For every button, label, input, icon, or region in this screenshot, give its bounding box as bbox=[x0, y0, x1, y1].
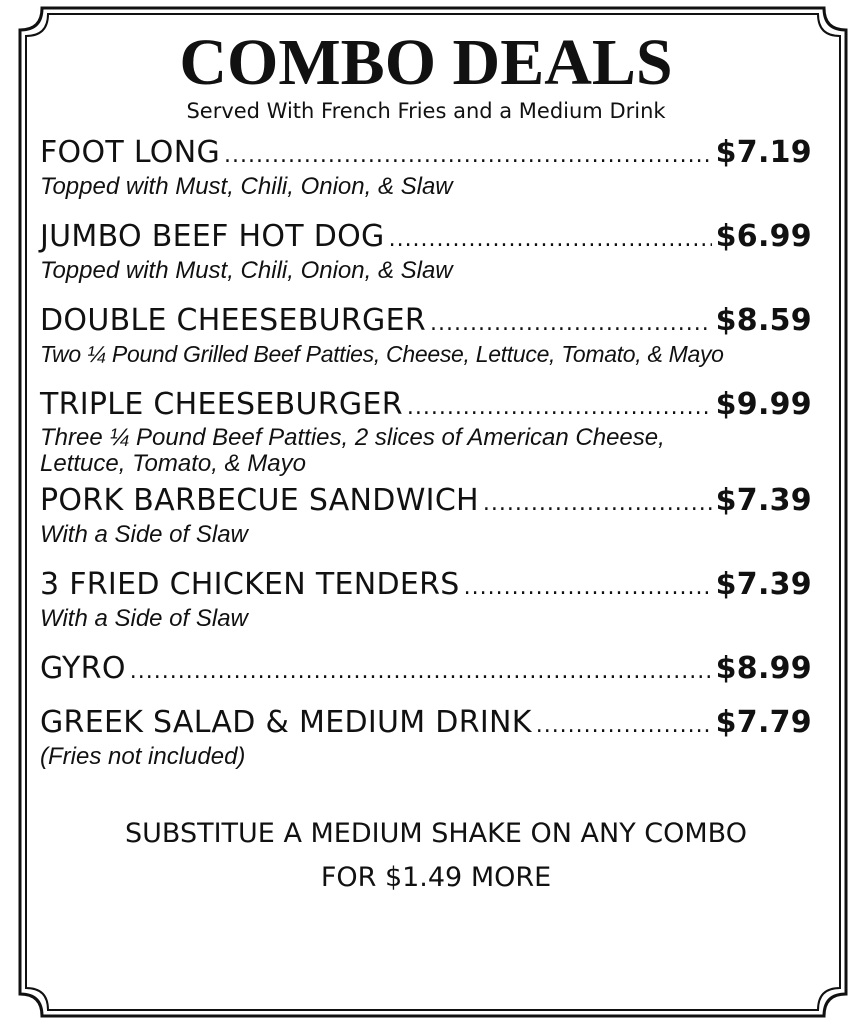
upgrade-note-line-1: SUBSTITUE A MEDIUM SHAKE ON ANY COMBO bbox=[125, 818, 747, 849]
menu-item-jumbo-beef-hot-dog bbox=[40, 220, 812, 304]
menu-item-foot-long bbox=[40, 136, 812, 220]
menu-item-gyro bbox=[40, 652, 812, 706]
item-name: DOUBLE CHEESEBURGER bbox=[40, 303, 427, 338]
dot-leader bbox=[464, 571, 712, 605]
menu-item-fried-chicken-tenders bbox=[40, 568, 812, 652]
item-price: $7.19 bbox=[715, 135, 812, 170]
dot-leader bbox=[224, 139, 712, 173]
item-description: Three ¼ Pound Beef Patties, 2 slices of American Cheese, Lettuce, Tomato, & Mayo bbox=[40, 424, 665, 477]
menu-item-triple-cheeseburger bbox=[40, 388, 812, 484]
item-price: $7.79 bbox=[715, 705, 812, 740]
item-price: $8.59 bbox=[715, 303, 812, 338]
menu-item-pork-barbecue-sandwich bbox=[40, 484, 812, 568]
dot-leader bbox=[536, 709, 712, 743]
item-name: GYRO bbox=[40, 651, 126, 686]
item-name: GREEK SALAD & MEDIUM DRINK bbox=[40, 705, 532, 740]
combo-menu bbox=[40, 28, 812, 790]
item-description: Two ¼ Pound Grilled Beef Patties, Cheese, Lettuce, Tomato, & Mayo bbox=[40, 341, 724, 367]
item-description: With a Side of Slaw bbox=[40, 605, 248, 632]
dot-leader bbox=[389, 223, 712, 257]
item-description: (Fries not included) bbox=[40, 743, 246, 770]
dot-leader bbox=[430, 307, 712, 341]
menu-subtitle: Served With French Fries and a Medium Drink bbox=[186, 99, 666, 123]
menu-item-double-cheeseburger bbox=[40, 304, 812, 388]
dot-leader bbox=[407, 391, 712, 425]
item-name: FOOT LONG bbox=[40, 135, 220, 170]
item-name: JUMBO BEEF HOT DOG bbox=[40, 219, 385, 254]
item-name: TRIPLE CHEESEBURGER bbox=[40, 387, 403, 422]
menu-title: COMBO DEALS bbox=[179, 26, 673, 99]
item-price: $8.99 bbox=[715, 651, 812, 686]
item-name: PORK BARBECUE SANDWICH bbox=[40, 483, 479, 518]
item-description: With a Side of Slaw bbox=[40, 521, 248, 548]
upgrade-note-line-2: FOR $1.49 MORE bbox=[320, 862, 552, 893]
shake-upgrade-note bbox=[40, 812, 832, 900]
dot-leader bbox=[130, 655, 712, 689]
item-description: Topped with Must, Chili, Onion, & Slaw bbox=[40, 257, 453, 284]
item-description: Topped with Must, Chili, Onion, & Slaw bbox=[40, 173, 453, 200]
item-price: $7.39 bbox=[715, 567, 812, 602]
menu-item-greek-salad bbox=[40, 706, 812, 790]
item-price: $9.99 bbox=[715, 387, 812, 422]
item-price: $6.99 bbox=[715, 219, 812, 254]
item-name: 3 FRIED CHICKEN TENDERS bbox=[40, 567, 460, 602]
item-price: $7.39 bbox=[715, 483, 812, 518]
dot-leader bbox=[483, 487, 712, 521]
